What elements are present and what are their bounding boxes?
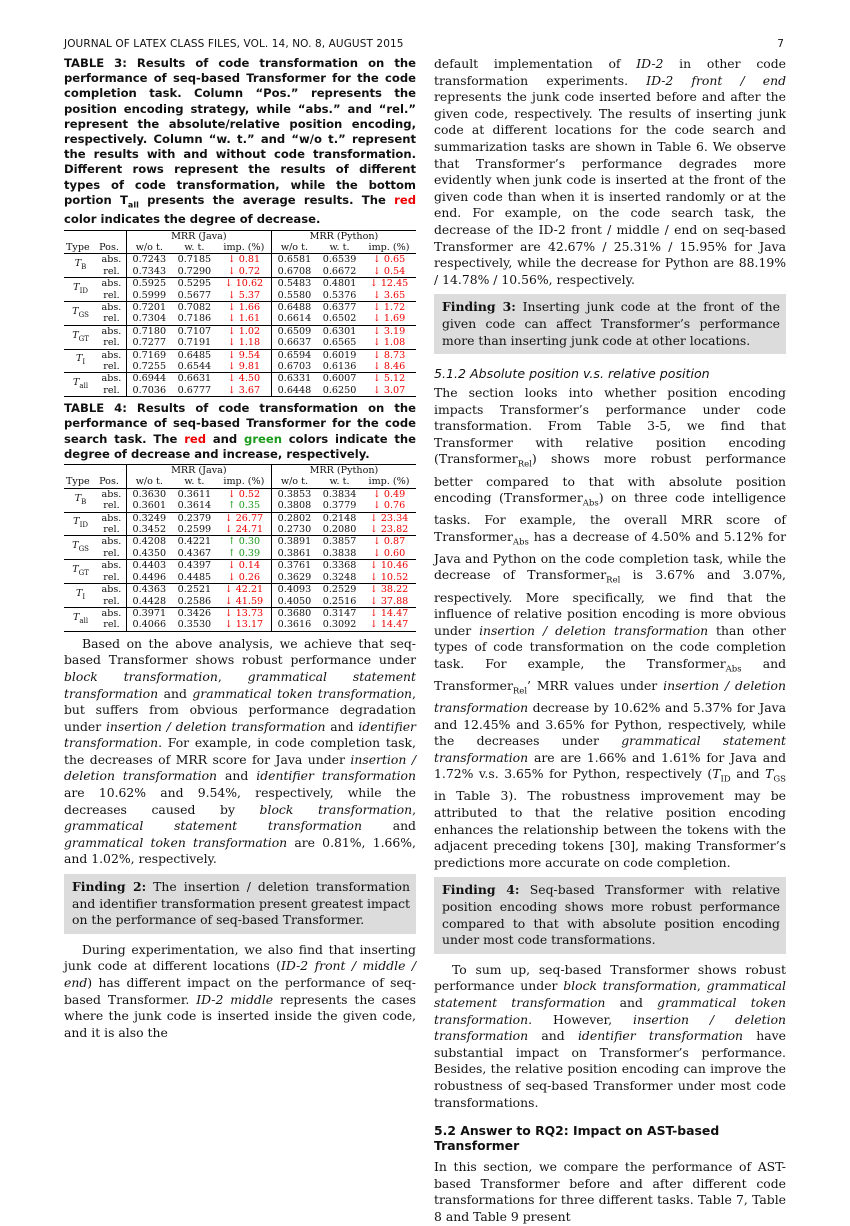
right-column — [434, 56, 786, 1226]
summary-paragraph: To sum up, seq-based Transformer shows robust performance under block transformation, grammatical statement transformation and grammatical token transformation. However, insertion / deletion transformation and identifier transformation have substantial impact on Transformer’s performance. Besides, the relative position encoding can improve the robustness of seq-based Transformer under most code transformations. — [434, 961, 787, 1110]
table-row: $T_{GS}$ abs. 0.7201 0.7082 ↓ 1.66 0.6488 0.6377 ↓ 1.72 — [64, 301, 416, 313]
table-row: rel. 0.4496 0.4485 ↓ 0.26 0.3629 0.3248 ↓ 10.52 — [64, 572, 416, 584]
table-row: $T_{all}$ abs. 0.3971 0.3426 ↓ 13.73 0.3680 0.3147 ↓ 14.47 — [64, 607, 416, 619]
column-headers: Type Pos. w/o t. w. t. imp. (%) w/o t. w. t. imp. (%) — [64, 476, 416, 488]
finding-4-box: Finding 4: Seq-based Transformer with relative position encoding shows more robust performance compared to that with absolute position encoding under most code transformations. — [434, 877, 786, 953]
section-heading-5-2: 5.2 Answer to RQ2: Impact on AST-based Transformer — [434, 1123, 720, 1154]
table-row: $T_{GT}$ abs. 0.4403 0.4397 ↓ 0.14 0.3761 0.3368 ↓ 10.46 — [64, 560, 416, 572]
table-row: rel. 0.4066 0.3530 ↓ 13.17 0.3616 0.3092 ↓ 14.47 — [64, 619, 416, 631]
junk-code-paragraph: During experimentation, we also find that inserting junk code at different locations (ID-2 front / middle / end) has different impact on the performance of seq-based Transformer. ID-2 middle represents the cases where the junk code is inserted inside the given code, and it is also the — [64, 941, 416, 1040]
table-row: $T_{GT}$ abs. 0.7180 0.7107 ↓ 1.02 0.6509 0.6301 ↓ 3.19 — [64, 325, 416, 337]
left-column — [64, 56, 416, 1041]
table-row: rel. 0.7255 0.6544 ↓ 9.81 0.6703 0.6136 ↓ 8.46 — [64, 361, 416, 373]
table-row: rel. 0.3452 0.2599 ↓ 24.71 0.2730 0.2080 ↓ 23.82 — [64, 524, 416, 536]
junk-location-paragraph: default implementation of ID-2 in other code transformation experiments. ID-2 front / end represents the junk code inserted before and after the given code, respectively. The results of inserting junk code at different locations for the code search and summarization tasks are shown in Table 6. We observe that Transformer’s performance degrades more evidently when junk code is inserted at the front of the given code than when it is inserted randomly or at the end. For example, on the code search task, the decrease of the ID-2 front / middle / end on seq-based Transformer are 42.67% / 25.31% / 15.95% for Java respectively, while the decrease for Python are 88.19% / 14.78% / 10.56%, respectively. — [434, 56, 786, 287]
position-encoding-paragraph: The section looks into whether position encoding impacts Transformer’s performance under code transformation. From Table 3-5, we find that Transformer with relative position encoding (Transformer$_{Rel}$) shows more robust performance better compared to that with absolute position encoding (Transformer$_{Abs}$) on three code intelligence tasks. For example, the overall MRR score of Transformer$_{Abs}$ has a decrease of 4.50% and 5.12% for Java and Python on the code completion task, while the decrease of Transformer$_{Rel}$ is 3.67% and 3.07%, respectively. More specifically, we find that the influence of relative position encoding is more obvious under insertion / deletion transformation than other types of code transformation on the code completion task. For example, the Transformer$_{Abs}$ and Transformer$_{Rel}$’ MRR values under insertion / deletion transformation decrease by 10.62% and 5.37% for Java and 12.45% and 3.65% for Python, respectively, while the decreases under grammatical statement transformation are are 1.66% and 1.61% for Java and 1.72% v.s. 3.65% for Python, respectively ($T_{ID}$ and $T_{GS}$ in Table 3). The robustness improvement may be attributed to that the relative position encoding enhances the relationship between the tokens with the adjacent preceding tokens [30], making Transformer’s predictions more accurate on code completion. — [434, 385, 787, 870]
analysis-paragraph: Based on the above analysis, we achieve that seq-based Transformer shows robust performance under block transformation, grammatical statement transformation and grammatical token transformation, but suffers from obvious performance degradation under insertion / deletion transformation and identifier transformation. For example, in code completion task, the decreases of MRR score for Java under insertion / deletion transformation and identifier transformation are 10.62% and 9.54%, respectively, while the decreases caused by block transformation, grammatical statement transformation and grammatical token transformation are 0.81%, 1.66%, and 1.02%, respectively. — [64, 635, 417, 867]
table-row: rel. 0.7304 0.7186 ↓ 1.61 0.6614 0.6502 ↓ 1.69 — [64, 313, 416, 325]
table-row: rel. 0.7277 0.7191 ↓ 1.18 0.6637 0.6565 ↓ 1.08 — [64, 337, 416, 349]
group-python-header: MRR (Python) — [271, 230, 416, 242]
page-number: 7 — [777, 38, 784, 50]
table-row: $T_{ID}$ abs. 0.3249 0.2379 ↓ 26.77 0.2802 0.2148 ↓ 23.34 — [64, 512, 416, 524]
table-row: $T_{ID}$ abs. 0.5925 0.5295 ↓ 10.62 0.5483 0.4801 ↓ 12.45 — [64, 278, 416, 290]
table-row: $T_B$ abs. 0.7243 0.7185 ↓ 0.81 0.6581 0.6539 ↓ 0.65 — [74, 254, 406, 272]
table3 — [64, 230, 416, 398]
table-row: rel. 0.7343 0.7290 ↓ 0.72 0.6708 0.6672 ↓ 0.54 — [64, 266, 416, 278]
table-row: $T_B$ abs. 0.3630 0.3611 ↓ 0.52 0.3853 0.3834 ↓ 0.49 — [74, 488, 406, 506]
table-row: $T_I$ abs. 0.4363 0.2521 ↓ 42.21 0.4093 0.2529 ↓ 38.22 — [64, 584, 416, 596]
group-python-header: MRR (Python) — [271, 465, 416, 477]
rq2-paragraph: In this section, we compare the performance of AST-based Transformer before and after different code transformations for three different tasks. Table 7, Table 8 and Table 9 present — [434, 1159, 786, 1224]
column-headers: Type Pos. w/o t. w. t. imp. (%) w/o t. w. t. imp. (%) — [64, 242, 416, 254]
table-row: rel. 0.4350 0.4367 ↑ 0.39 0.3861 0.3838 ↓ 0.60 — [64, 548, 416, 560]
table-row: rel. 0.5999 0.5677 ↓ 5.37 0.5580 0.5376 ↓ 3.65 — [64, 290, 416, 302]
table-row: $T_{all}$ abs. 0.6944 0.6631 ↓ 4.50 0.6331 0.6007 ↓ 5.12 — [64, 373, 416, 385]
group-java-header: MRR (Java) — [126, 465, 271, 477]
finding-3-box: Finding 3: Inserting junk code at the front of the given code can affect Transformer’s performance more than inserting junk code at other locations. — [434, 294, 786, 354]
table4-caption: TABLE 4: Results of code transformation on the performance of seq-based Transformer for the code search task. The red and green colors indicate the degree of decrease and increase, respectively. — [64, 401, 417, 461]
finding-2-box: Finding 2: The insertion / deletion transformation and identifier transformation present greatest impact on the performance of seq-based Transformer. — [64, 874, 416, 934]
table-row: $T_I$ abs. 0.7169 0.6485 ↓ 9.54 0.6594 0.6019 ↓ 8.73 — [64, 349, 416, 361]
running-header: JOURNAL OF LATEX CLASS FILES, VOL. 14, NO. 8, AUGUST 2015 — [64, 38, 404, 50]
subsection-heading-5-1-2: 5.1.2 Absolute position v.s. relative position — [434, 366, 710, 382]
table4 — [64, 464, 416, 632]
table3-caption: TABLE 3: Results of code transformation on the performance of seq-based Transformer for the code completion task. Column “Pos.” represents the position encoding strategy, while “abs.” and “rel.” represent the absolute/relative position encoding, respectively. Column “w. t.” and “w/o t.” represent the results with and without code transformation. Different rows represent the results of different types of code transformation, while the bottom portion $T_{all}$ presents the average results. The red color indicates the degree of decrease. — [64, 56, 416, 227]
group-java-header: MRR (Java) — [126, 230, 271, 242]
table-row: $T_{GS}$ abs. 0.4208 0.4221 ↑ 0.30 0.3891 0.3857 ↓ 0.87 — [64, 536, 416, 548]
table-row: rel. 0.3601 0.3614 ↑ 0.35 0.3808 0.3779 ↓ 0.76 — [64, 500, 416, 512]
table-row: rel. 0.4428 0.2586 ↓ 41.59 0.4050 0.2516 ↓ 37.88 — [64, 596, 416, 608]
table-row: rel. 0.7036 0.6777 ↓ 3.67 0.6448 0.6250 ↓ 3.07 — [64, 385, 416, 397]
